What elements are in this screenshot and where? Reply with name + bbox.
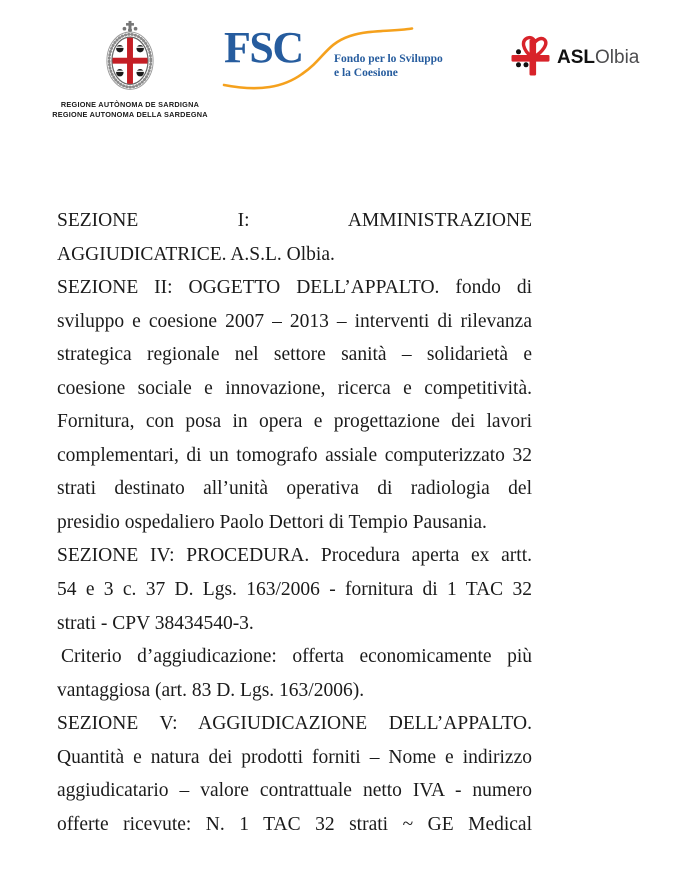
body-line: vantaggiosa (art. 83 D. Lgs. 163/2006). [57, 679, 365, 701]
body-line: SEZIONE I: AMMINISTRAZIONE [57, 210, 532, 231]
asl-cross-heart-icon [509, 35, 551, 84]
body-line: Fornitura, con posa in opera e progettazione dei lavori [57, 411, 532, 433]
body-line: AGGIUDICATRICE. A.S.L. Olbia. [57, 243, 335, 265]
body-line: Criterio d’aggiudicazione: offerta economicamente più [61, 646, 532, 668]
document-header [0, 0, 679, 140]
body-line: 54 e 3 c. 37 D. Lgs. 163/2006 - fornitura di 1 TAC 32 [57, 579, 532, 601]
body-line: SEZIONE II: OGGETTO DELL’APPALTO. fondo di [57, 277, 532, 299]
body-line: strategica regionale nel settore sanità – solidarietà e [57, 344, 532, 366]
fsc-tagline [334, 53, 443, 80]
region-sardegna-logo [30, 20, 230, 120]
fsc-acronym: FSC [224, 23, 303, 72]
asl-name-regular: Olbia [595, 47, 640, 68]
body-line: offerte ricevute: N. 1 TAC 32 strati ~ GE Medical [57, 813, 532, 835]
document-body [57, 204, 532, 841]
body-line: SEZIONE V: AGGIUDICAZIONE DELL’APPALTO. [57, 713, 532, 735]
sardinia-coat-of-arms-icon [102, 20, 158, 99]
body-line: SEZIONE IV: PROCEDURA. Procedura aperta ex artt. [57, 545, 532, 567]
fsc-tagline-line2: e la Coesione [334, 66, 398, 79]
body-line: strati destinato all’unità operativa di radiologia del [57, 478, 532, 500]
region-caption-line1: REGIONE AUTÒNOMA DE SARDIGNA [60, 100, 200, 109]
asl-name [557, 48, 639, 67]
region-caption-line2: REGIONE AUTONOMA DELLA SARDEGNA [52, 110, 208, 120]
body-line: aggiudicatario – valore contrattuale netto IVA - numero [57, 780, 532, 802]
fsc-logo [222, 24, 452, 94]
body-line: coesione sociale e innovazione, ricerca e competitività. [57, 377, 532, 399]
body-line: strati - CPV 38434540-3. [57, 612, 254, 634]
body-line: complementari, di un tomografo assiale computerizzato 32 [57, 444, 532, 466]
body-line: presidio ospedaliero Paolo Dettori di Tempio Pausania. [57, 511, 487, 533]
body-line: sviluppo e coesione 2007 – 2013 – interventi di rilevanza [57, 310, 532, 332]
asl-name-bold: ASL [557, 47, 595, 68]
fsc-tagline-line1: Fondo per lo Sviluppo [334, 53, 443, 65]
body-line: Quantità e natura dei prodotti forniti – Nome e indirizzo [57, 746, 532, 768]
